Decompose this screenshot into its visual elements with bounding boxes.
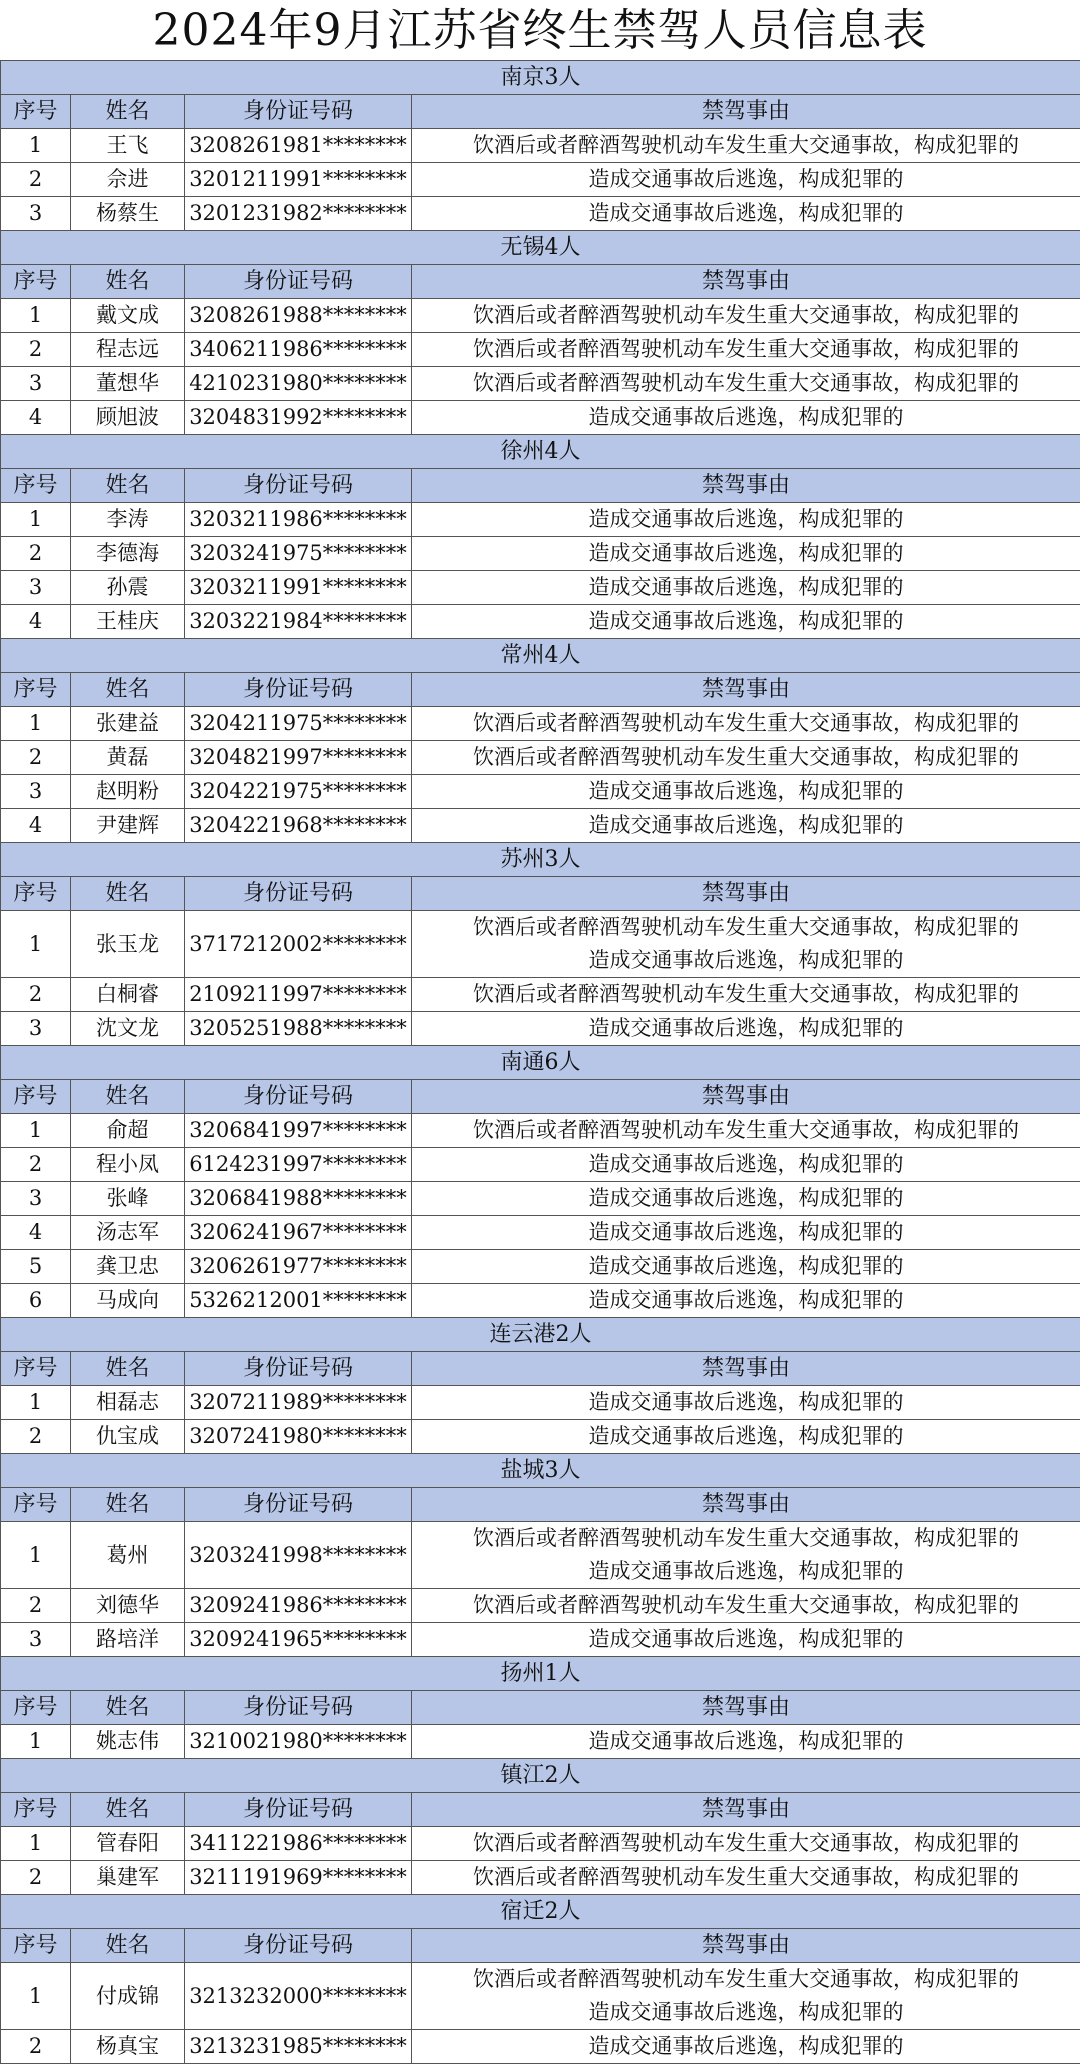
- cell-reason: [412, 1963, 1080, 2030]
- cell-index: 3: [1, 1182, 71, 1216]
- cell-index: 1: [1, 1114, 71, 1148]
- table-row: [1, 163, 1080, 197]
- cell-index: 1: [1, 911, 71, 978]
- cell-reason: [412, 605, 1080, 639]
- cell-index: 1: [1, 1386, 71, 1420]
- table-row: [1, 1420, 1080, 1454]
- cell-name: 董想华: [71, 367, 185, 401]
- cell-name: 顾旭波: [71, 401, 185, 435]
- cell-id: 3206841997********: [185, 1114, 412, 1148]
- cell-name: 王桂庆: [71, 605, 185, 639]
- cell-reason: [412, 978, 1080, 1012]
- column-header-row: [1, 1793, 1080, 1827]
- cell-index: 3: [1, 1012, 71, 1046]
- header-reason: 禁驾事由: [412, 877, 1080, 911]
- cell-index: 2: [1, 1420, 71, 1454]
- header-name: 姓名: [71, 1080, 185, 1114]
- cell-name: 姚志伟: [71, 1725, 185, 1759]
- cell-index: 2: [1, 333, 71, 367]
- region-header: [1, 843, 1080, 877]
- column-header-row: [1, 1691, 1080, 1725]
- header-id: 身份证号码: [185, 877, 412, 911]
- cell-reason: [412, 367, 1080, 401]
- region-header: [1, 1759, 1080, 1793]
- cell-id: 3207211989********: [185, 1386, 412, 1420]
- region-header: [1, 435, 1080, 469]
- header-reason: 禁驾事由: [412, 265, 1080, 299]
- reason-line: 饮酒后或者醉酒驾驶机动车发生重大交通事故，构成犯罪的: [473, 1831, 1019, 1855]
- region-title: 扬州1人: [1, 1657, 1080, 1691]
- table-row: [1, 401, 1080, 435]
- header-id: 身份证号码: [185, 1352, 412, 1386]
- cell-name: 葛州: [71, 1522, 185, 1589]
- cell-index: 1: [1, 1725, 71, 1759]
- region-header: [1, 1657, 1080, 1691]
- cell-name: 马成向: [71, 1284, 185, 1318]
- region-title: 宿迁2人: [1, 1895, 1080, 1929]
- region-title: 盐城3人: [1, 1454, 1080, 1488]
- cell-index: 1: [1, 1827, 71, 1861]
- table-row: [1, 367, 1080, 401]
- region-header: [1, 639, 1080, 673]
- header-name: 姓名: [71, 673, 185, 707]
- header-name: 姓名: [71, 265, 185, 299]
- cell-id: 3411221986********: [185, 1827, 412, 1861]
- column-header-row: [1, 95, 1080, 129]
- cell-index: 2: [1, 1589, 71, 1623]
- cell-id: 3204221975********: [185, 775, 412, 809]
- header-name: 姓名: [71, 1488, 185, 1522]
- cell-index: 2: [1, 537, 71, 571]
- cell-reason: [412, 571, 1080, 605]
- header-index: 序号: [1, 1080, 71, 1114]
- cell-reason: [412, 1250, 1080, 1284]
- cell-id: 3208261988********: [185, 299, 412, 333]
- cell-name: 程志远: [71, 333, 185, 367]
- header-id: 身份证号码: [185, 1080, 412, 1114]
- cell-name: 尹建辉: [71, 809, 185, 843]
- cell-index: 3: [1, 571, 71, 605]
- table-body: [1, 61, 1080, 2064]
- column-header-row: [1, 1352, 1080, 1386]
- cell-name: 路培洋: [71, 1623, 185, 1657]
- reason-line: 饮酒后或者醉酒驾驶机动车发生重大交通事故，构成犯罪的: [473, 1118, 1019, 1142]
- header-reason: 禁驾事由: [412, 469, 1080, 503]
- cell-index: 1: [1, 707, 71, 741]
- cell-id: 3206841988********: [185, 1182, 412, 1216]
- cell-name: 李涛: [71, 503, 185, 537]
- cell-id: 3211191969********: [185, 1861, 412, 1895]
- cell-name: 汤志军: [71, 1216, 185, 1250]
- reason-line: 造成交通事故后逃逸，构成犯罪的: [588, 609, 904, 633]
- region-header: [1, 1895, 1080, 1929]
- header-reason: 禁驾事由: [412, 95, 1080, 129]
- cell-id: 3203211986********: [185, 503, 412, 537]
- cell-id: 3206261977********: [185, 1250, 412, 1284]
- cell-reason: [412, 1148, 1080, 1182]
- cell-reason: [412, 1012, 1080, 1046]
- cell-index: 2: [1, 978, 71, 1012]
- column-header-row: [1, 1080, 1080, 1114]
- cell-index: 1: [1, 503, 71, 537]
- cell-reason: [412, 1386, 1080, 1420]
- cell-reason: [412, 163, 1080, 197]
- table-row: [1, 1148, 1080, 1182]
- header-index: 序号: [1, 1691, 71, 1725]
- cell-id: 3206241967********: [185, 1216, 412, 1250]
- reason-line: 造成交通事故后逃逸，构成犯罪的: [588, 2034, 904, 2058]
- cell-reason: [412, 1827, 1080, 1861]
- cell-name: 戴文成: [71, 299, 185, 333]
- region-header: [1, 1046, 1080, 1080]
- reason-line: 造成交通事故后逃逸，构成犯罪的: [588, 201, 904, 225]
- reason-line: 造成交通事故后逃逸，构成犯罪的: [588, 167, 904, 191]
- cell-reason: [412, 537, 1080, 571]
- cell-id: 3204221968********: [185, 809, 412, 843]
- cell-reason: [412, 333, 1080, 367]
- cell-id: 3203211991********: [185, 571, 412, 605]
- cell-name: 仇宝成: [71, 1420, 185, 1454]
- reason-line: 饮酒后或者醉酒驾驶机动车发生重大交通事故，构成犯罪的: [473, 1967, 1019, 1991]
- cell-reason: [412, 1725, 1080, 1759]
- cell-reason: [412, 1284, 1080, 1318]
- cell-reason: [412, 1420, 1080, 1454]
- table-row: [1, 197, 1080, 231]
- cell-id: 3208261981********: [185, 129, 412, 163]
- header-index: 序号: [1, 1929, 71, 1963]
- reason-line: 造成交通事故后逃逸，构成犯罪的: [588, 779, 904, 803]
- table-row: [1, 333, 1080, 367]
- cell-reason: [412, 809, 1080, 843]
- cell-name: 白桐睿: [71, 978, 185, 1012]
- cell-name: 俞超: [71, 1114, 185, 1148]
- cell-id: 4210231980********: [185, 367, 412, 401]
- header-id: 身份证号码: [185, 265, 412, 299]
- cell-index: 4: [1, 401, 71, 435]
- table-row: [1, 1284, 1080, 1318]
- header-index: 序号: [1, 877, 71, 911]
- cell-name: 张峰: [71, 1182, 185, 1216]
- region-title: 无锡4人: [1, 231, 1080, 265]
- cell-index: 1: [1, 1522, 71, 1589]
- region-header: [1, 1454, 1080, 1488]
- cell-reason: [412, 1623, 1080, 1657]
- cell-id: 3201231982********: [185, 197, 412, 231]
- table-row: [1, 707, 1080, 741]
- cell-reason: [412, 775, 1080, 809]
- reason-line: 造成交通事故后逃逸，构成犯罪的: [588, 2000, 904, 2024]
- cell-name: 杨真宝: [71, 2030, 185, 2064]
- header-id: 身份证号码: [185, 673, 412, 707]
- reason-line: 造成交通事故后逃逸，构成犯罪的: [588, 507, 904, 531]
- header-index: 序号: [1, 673, 71, 707]
- cell-id: 3406211986********: [185, 333, 412, 367]
- cell-reason: [412, 1522, 1080, 1589]
- reason-line: 饮酒后或者醉酒驾驶机动车发生重大交通事故，构成犯罪的: [473, 1526, 1019, 1550]
- table-row: [1, 571, 1080, 605]
- cell-name: 相磊志: [71, 1386, 185, 1420]
- reason-line: 饮酒后或者醉酒驾驶机动车发生重大交通事故，构成犯罪的: [473, 371, 1019, 395]
- header-index: 序号: [1, 469, 71, 503]
- cell-id: 5326212001********: [185, 1284, 412, 1318]
- cell-reason: [412, 1589, 1080, 1623]
- table-row: [1, 129, 1080, 163]
- reason-line: 饮酒后或者醉酒驾驶机动车发生重大交通事故，构成犯罪的: [473, 1593, 1019, 1617]
- table-row: [1, 2030, 1080, 2064]
- header-id: 身份证号码: [185, 1691, 412, 1725]
- cell-index: 2: [1, 741, 71, 775]
- cell-reason: [412, 911, 1080, 978]
- reason-line: 造成交通事故后逃逸，构成犯罪的: [588, 948, 904, 972]
- cell-id: 3213231985********: [185, 2030, 412, 2064]
- header-name: 姓名: [71, 1793, 185, 1827]
- reason-line: 饮酒后或者醉酒驾驶机动车发生重大交通事故，构成犯罪的: [473, 915, 1019, 939]
- cell-reason: [412, 1216, 1080, 1250]
- cell-id: 3201211991********: [185, 163, 412, 197]
- cell-reason: [412, 129, 1080, 163]
- reason-line: 饮酒后或者醉酒驾驶机动车发生重大交通事故，构成犯罪的: [473, 1865, 1019, 1889]
- cell-reason: [412, 741, 1080, 775]
- region-header: [1, 61, 1080, 95]
- region-title: 苏州3人: [1, 843, 1080, 877]
- cell-reason: [412, 707, 1080, 741]
- cell-name: 赵明粉: [71, 775, 185, 809]
- cell-name: 杨蔡生: [71, 197, 185, 231]
- cell-reason: [412, 197, 1080, 231]
- header-name: 姓名: [71, 1352, 185, 1386]
- cell-id: 3213232000********: [185, 1963, 412, 2030]
- header-name: 姓名: [71, 95, 185, 129]
- table-row: [1, 1623, 1080, 1657]
- reason-line: 造成交通事故后逃逸，构成犯罪的: [588, 575, 904, 599]
- region-title: 常州4人: [1, 639, 1080, 673]
- reason-line: 造成交通事故后逃逸，构成犯罪的: [588, 1424, 904, 1448]
- header-reason: 禁驾事由: [412, 1929, 1080, 1963]
- header-id: 身份证号码: [185, 1488, 412, 1522]
- cell-index: 2: [1, 2030, 71, 2064]
- reason-line: 造成交通事故后逃逸，构成犯罪的: [588, 1220, 904, 1244]
- header-reason: 禁驾事由: [412, 673, 1080, 707]
- header-id: 身份证号码: [185, 469, 412, 503]
- cell-id: 3203221984********: [185, 605, 412, 639]
- cell-id: 3203241975********: [185, 537, 412, 571]
- table-row: [1, 1386, 1080, 1420]
- reason-line: 造成交通事故后逃逸，构成犯罪的: [588, 1152, 904, 1176]
- header-index: 序号: [1, 1793, 71, 1827]
- column-header-row: [1, 877, 1080, 911]
- column-header-row: [1, 1929, 1080, 1963]
- cell-index: 4: [1, 1216, 71, 1250]
- reason-line: 造成交通事故后逃逸，构成犯罪的: [588, 1559, 904, 1583]
- cell-name: 程小凤: [71, 1148, 185, 1182]
- table-row: [1, 775, 1080, 809]
- cell-id: 3210021980********: [185, 1725, 412, 1759]
- reason-line: 造成交通事故后逃逸，构成犯罪的: [588, 1254, 904, 1278]
- cell-index: 3: [1, 367, 71, 401]
- cell-index: 3: [1, 775, 71, 809]
- header-name: 姓名: [71, 1691, 185, 1725]
- cell-name: 付成锦: [71, 1963, 185, 2030]
- reason-line: 造成交通事故后逃逸，构成犯罪的: [588, 1729, 904, 1753]
- cell-reason: [412, 1861, 1080, 1895]
- table-row: [1, 605, 1080, 639]
- reason-line: 饮酒后或者醉酒驾驶机动车发生重大交通事故，构成犯罪的: [473, 982, 1019, 1006]
- table-row: [1, 911, 1080, 978]
- table-row: [1, 1861, 1080, 1895]
- table-row: [1, 1589, 1080, 1623]
- header-name: 姓名: [71, 1929, 185, 1963]
- header-index: 序号: [1, 95, 71, 129]
- license-ban-table: [0, 60, 1080, 2064]
- reason-line: 饮酒后或者醉酒驾驶机动车发生重大交通事故，构成犯罪的: [473, 303, 1019, 327]
- header-reason: 禁驾事由: [412, 1488, 1080, 1522]
- table-row: [1, 1216, 1080, 1250]
- cell-id: 3207241980********: [185, 1420, 412, 1454]
- column-header-row: [1, 469, 1080, 503]
- header-index: 序号: [1, 1352, 71, 1386]
- reason-line: 饮酒后或者醉酒驾驶机动车发生重大交通事故，构成犯罪的: [473, 745, 1019, 769]
- cell-index: 1: [1, 1963, 71, 2030]
- header-reason: 禁驾事由: [412, 1080, 1080, 1114]
- table-row: [1, 1725, 1080, 1759]
- column-header-row: [1, 673, 1080, 707]
- cell-reason: [412, 1114, 1080, 1148]
- reason-line: 造成交通事故后逃逸，构成犯罪的: [588, 1186, 904, 1210]
- header-index: 序号: [1, 1488, 71, 1522]
- cell-name: 佘进: [71, 163, 185, 197]
- cell-id: 2109211997********: [185, 978, 412, 1012]
- cell-index: 6: [1, 1284, 71, 1318]
- cell-name: 黄磊: [71, 741, 185, 775]
- header-id: 身份证号码: [185, 1929, 412, 1963]
- header-reason: 禁驾事由: [412, 1352, 1080, 1386]
- table-row: [1, 537, 1080, 571]
- reason-line: 造成交通事故后逃逸，构成犯罪的: [588, 1288, 904, 1312]
- reason-line: 造成交通事故后逃逸，构成犯罪的: [588, 405, 904, 429]
- table-row: [1, 1114, 1080, 1148]
- reason-line: 造成交通事故后逃逸，构成犯罪的: [588, 813, 904, 837]
- cell-name: 沈文龙: [71, 1012, 185, 1046]
- cell-id: 3205251988********: [185, 1012, 412, 1046]
- cell-name: 孙震: [71, 571, 185, 605]
- header-name: 姓名: [71, 877, 185, 911]
- table-row: [1, 1012, 1080, 1046]
- cell-name: 管春阳: [71, 1827, 185, 1861]
- cell-id: 3204211975********: [185, 707, 412, 741]
- table-row: [1, 503, 1080, 537]
- cell-id: 3203241998********: [185, 1522, 412, 1589]
- header-reason: 禁驾事由: [412, 1793, 1080, 1827]
- cell-index: 1: [1, 299, 71, 333]
- region-header: [1, 231, 1080, 265]
- cell-reason: [412, 1182, 1080, 1216]
- region-header: [1, 1318, 1080, 1352]
- cell-name: 巢建军: [71, 1861, 185, 1895]
- header-reason: 禁驾事由: [412, 1691, 1080, 1725]
- cell-id: 3204831992********: [185, 401, 412, 435]
- cell-id: 3717212002********: [185, 911, 412, 978]
- table-row: [1, 1182, 1080, 1216]
- reason-line: 饮酒后或者醉酒驾驶机动车发生重大交通事故，构成犯罪的: [473, 711, 1019, 735]
- page-title: 2024年9月江苏省终生禁驾人员信息表: [152, 5, 928, 56]
- table-row: [1, 809, 1080, 843]
- cell-reason: [412, 503, 1080, 537]
- column-header-row: [1, 1488, 1080, 1522]
- cell-name: 张建益: [71, 707, 185, 741]
- cell-index: 2: [1, 1861, 71, 1895]
- header-name: 姓名: [71, 469, 185, 503]
- cell-index: 4: [1, 605, 71, 639]
- column-header-row: [1, 265, 1080, 299]
- cell-index: 4: [1, 809, 71, 843]
- cell-id: 3209241986********: [185, 1589, 412, 1623]
- reason-line: 造成交通事故后逃逸，构成犯罪的: [588, 1627, 904, 1651]
- cell-reason: [412, 2030, 1080, 2064]
- reason-line: 造成交通事故后逃逸，构成犯罪的: [588, 1016, 904, 1040]
- reason-line: 造成交通事故后逃逸，构成犯罪的: [588, 541, 904, 565]
- reason-line: 饮酒后或者醉酒驾驶机动车发生重大交通事故，构成犯罪的: [473, 133, 1019, 157]
- region-title: 徐州4人: [1, 435, 1080, 469]
- cell-id: 6124231997********: [185, 1148, 412, 1182]
- reason-line: 饮酒后或者醉酒驾驶机动车发生重大交通事故，构成犯罪的: [473, 337, 1019, 361]
- cell-name: 张玉龙: [71, 911, 185, 978]
- cell-index: 1: [1, 129, 71, 163]
- cell-name: 王飞: [71, 129, 185, 163]
- table-row: [1, 1963, 1080, 2030]
- cell-name: 龚卫忠: [71, 1250, 185, 1284]
- table-row: [1, 1827, 1080, 1861]
- region-title: 南京3人: [1, 61, 1080, 95]
- table-row: [1, 741, 1080, 775]
- header-index: 序号: [1, 265, 71, 299]
- cell-name: 刘德华: [71, 1589, 185, 1623]
- table-row: [1, 1250, 1080, 1284]
- table-row: [1, 1522, 1080, 1589]
- cell-id: 3204821997********: [185, 741, 412, 775]
- cell-index: 3: [1, 197, 71, 231]
- region-title: 连云港2人: [1, 1318, 1080, 1352]
- table-row: [1, 978, 1080, 1012]
- reason-line: 造成交通事故后逃逸，构成犯罪的: [588, 1390, 904, 1414]
- cell-reason: [412, 299, 1080, 333]
- cell-name: 李德海: [71, 537, 185, 571]
- cell-index: 3: [1, 1623, 71, 1657]
- header-id: 身份证号码: [185, 1793, 412, 1827]
- cell-reason: [412, 401, 1080, 435]
- region-title: 镇江2人: [1, 1759, 1080, 1793]
- header-id: 身份证号码: [185, 95, 412, 129]
- region-title: 南通6人: [1, 1046, 1080, 1080]
- table-row: [1, 299, 1080, 333]
- cell-index: 2: [1, 163, 71, 197]
- cell-index: 2: [1, 1148, 71, 1182]
- cell-index: 5: [1, 1250, 71, 1284]
- cell-id: 3209241965********: [185, 1623, 412, 1657]
